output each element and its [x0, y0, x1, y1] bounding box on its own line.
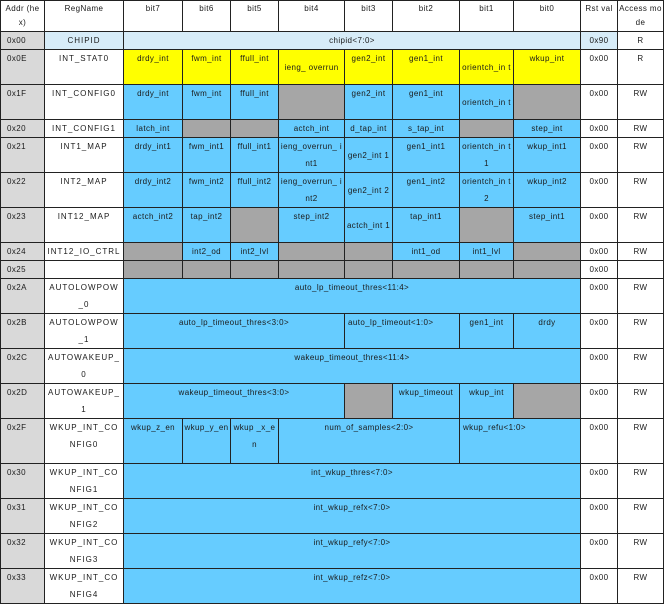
reserved-bit-cell [460, 208, 514, 243]
bit-field-bit3: gen2_int 2 [345, 173, 393, 208]
bit-field-bit2: s_tap_int [393, 120, 460, 138]
register-name: INT12_MAP [45, 208, 124, 243]
register-name: WKUP_INT_CO NFIG4 [45, 569, 124, 604]
reserved-bit-cell [345, 243, 393, 261]
register-address: 0x0E [1, 50, 45, 85]
register-name: INT_CONFIG0 [45, 85, 124, 120]
bit-field-bit7-bit0: int_wkup_refz<7:0> [124, 569, 581, 604]
bit-field-bit0: step_int [514, 120, 581, 138]
access-mode: RW [618, 243, 664, 261]
register-row [1, 261, 664, 279]
bit-field-bit3: gen2_int [345, 85, 393, 120]
register-address: 0x22 [1, 173, 45, 208]
register-row [1, 349, 664, 384]
register-name: WKUP_INT_CO NFIG3 [45, 534, 124, 569]
register-rows [1, 1, 664, 604]
register-row [1, 314, 664, 349]
bit-field-bit1: orientch_in t [460, 50, 514, 85]
register-name: CHIPID [45, 32, 124, 50]
bit-field-bit7-bit0: int_wkup_refx<7:0> [124, 499, 581, 534]
register-row [1, 279, 664, 314]
reserved-bit-cell [345, 384, 393, 419]
reserved-bit-cell [183, 120, 231, 138]
reserved-bit-cell [514, 85, 581, 120]
register-name: AUTOLOWPOW _1 [45, 314, 124, 349]
register-name: WKUP_INT_CO NFIG1 [45, 464, 124, 499]
bit-field-bit0: wkup_int [514, 50, 581, 85]
register-row [1, 499, 664, 534]
register-address: 0x2C [1, 349, 45, 384]
register-address: 0x25 [1, 261, 45, 279]
reset-value: 0x00 [581, 120, 618, 138]
register-name: INT12_IO_CTRL [45, 243, 124, 261]
register-name: AUTOWAKEUP_ 0 [45, 349, 124, 384]
reset-value: 0x00 [581, 85, 618, 120]
bit-field-bit2: gen1_int [393, 85, 460, 120]
register-address: 0x2B [1, 314, 45, 349]
reset-value: 0x00 [581, 569, 618, 604]
reserved-bit-cell [279, 261, 345, 279]
register-address: 0x31 [1, 499, 45, 534]
bit-field-bit5: ffull_int2 [231, 173, 279, 208]
register-row [1, 534, 664, 569]
bit-field-bit4: step_int2 [279, 208, 345, 243]
register-address: 0x2A [1, 279, 45, 314]
bit-field-bit7-bit0: int_wkup_thres<7:0> [124, 464, 581, 499]
bit-field-bit5: ffull_int [231, 85, 279, 120]
reserved-bit-cell [393, 261, 460, 279]
bit-field-bit1: gen1_int [460, 314, 514, 349]
bit-field-bit1: orientch_in t1 [460, 138, 514, 173]
access-mode: RW [618, 384, 664, 419]
reset-value: 0x00 [581, 279, 618, 314]
reserved-bit-cell [183, 261, 231, 279]
access-mode: RW [618, 208, 664, 243]
reserved-bit-cell [460, 120, 514, 138]
bit-field-bit2: int1_od [393, 243, 460, 261]
register-address: 0x20 [1, 120, 45, 138]
reserved-bit-cell [231, 261, 279, 279]
access-mode: RW [618, 569, 664, 604]
register-name: INT_CONFIG1 [45, 120, 124, 138]
bit-field-bit7: wkup_z_en [124, 419, 183, 464]
bit-field-bit5: ffull_int [231, 50, 279, 85]
register-address: 0x1F [1, 85, 45, 120]
bit-field-bit6: tap_int2 [183, 208, 231, 243]
reserved-bit-cell [345, 261, 393, 279]
bit-field-bit7-bit0: int_wkup_refy<7:0> [124, 534, 581, 569]
register-name: AUTOWAKEUP_ 1 [45, 384, 124, 419]
bit-field-bit7-bit0: auto_lp_timeout_thres<11:4> [124, 279, 581, 314]
bit-field-bit6: fwm_int1 [183, 138, 231, 173]
bit-field-bit7: drdy_int1 [124, 138, 183, 173]
register-name: AUTOLOWPOW _0 [45, 279, 124, 314]
reset-value: 0x90 [581, 32, 618, 50]
register-row [1, 32, 664, 50]
bit-field-bit7: actch_int2 [124, 208, 183, 243]
reset-value: 0x00 [581, 464, 618, 499]
register-row [1, 120, 664, 138]
bit2-header: bit2 [393, 1, 460, 32]
bit-field-bit4: ieng_overrun_ int2 [279, 173, 345, 208]
bit-field-bit6: fwm_int [183, 50, 231, 85]
bit-field-bit1: wkup_int [460, 384, 514, 419]
bit-field-bit3: gen2_int [345, 50, 393, 85]
bit-field-bit2: tap_int1 [393, 208, 460, 243]
register-row [1, 464, 664, 499]
addr-header: Addr (hex) [1, 1, 45, 32]
reset-value: 0x00 [581, 208, 618, 243]
bit-field-bit7-bit4: wakeup_timeout_thres<3:0> [124, 384, 345, 419]
bit-field-bit7: drdy_int [124, 50, 183, 85]
access-mode: RW [618, 464, 664, 499]
rst-val-header: Rst val [581, 1, 618, 32]
access-mode [618, 261, 664, 279]
bit1-header: bit1 [460, 1, 514, 32]
bit-field-bit1: orientch_in t [460, 85, 514, 120]
reserved-bit-cell [279, 243, 345, 261]
register-name: INT1_MAP [45, 138, 124, 173]
bit-field-bit0: wkup_int1 [514, 138, 581, 173]
reserved-bit-cell [514, 261, 581, 279]
reserved-bit-cell [124, 261, 183, 279]
bit-field-bit4-bit2: num_of_samples<2:0> [279, 419, 460, 464]
bit-field-bit1-bit0: wkup_refu<1:0> [460, 419, 581, 464]
bit-field-bit4: ieng_ overrun [279, 50, 345, 85]
access-mode: R [618, 32, 664, 50]
register-name: WKUP_INT_CO NFIG2 [45, 499, 124, 534]
reset-value: 0x00 [581, 499, 618, 534]
bit-field-bit0: drdy [514, 314, 581, 349]
access-mode: RW [618, 279, 664, 314]
reset-value: 0x00 [581, 50, 618, 85]
bit-field-bit6: fwm_int [183, 85, 231, 120]
register-row [1, 419, 664, 464]
bit-field-bit7: latch_int [124, 120, 183, 138]
bit-field-bit2: gen1_int [393, 50, 460, 85]
bit-field-bit2: gen1_int2 [393, 173, 460, 208]
bit-field-bit7-bit0: chipid<7:0> [124, 32, 581, 50]
register-name: INT2_MAP [45, 173, 124, 208]
register-row [1, 50, 664, 85]
bit-field-bit3: d_tap_int [345, 120, 393, 138]
bit-field-bit6: wkup_y_en [183, 419, 231, 464]
bit3-header: bit3 [345, 1, 393, 32]
register-address: 0x21 [1, 138, 45, 173]
register-row [1, 85, 664, 120]
access-mode-header: Access mode [618, 1, 664, 32]
reset-value: 0x00 [581, 173, 618, 208]
bit-field-bit0: wkup_int2 [514, 173, 581, 208]
bit-field-bit4: ieng_overrun_ int1 [279, 138, 345, 173]
register-row [1, 208, 664, 243]
bit-field-bit0: step_int1 [514, 208, 581, 243]
bit-field-bit6: fwm_int2 [183, 173, 231, 208]
bit7-header: bit7 [124, 1, 183, 32]
reset-value: 0x00 [581, 138, 618, 173]
bit-field-bit3: actch_int 1 [345, 208, 393, 243]
bit-field-bit7-bit0: wakeup_timeout_thres<11:4> [124, 349, 581, 384]
bit-field-bit5: wkup _x_e n [231, 419, 279, 464]
bit-field-bit6: int2_od [183, 243, 231, 261]
bit-field-bit1: int1_lvl [460, 243, 514, 261]
access-mode: RW [618, 499, 664, 534]
reserved-bit-cell [124, 243, 183, 261]
bit-field-bit3-bit2: auto_lp_timeout<1:0> [345, 314, 460, 349]
bit5-header: bit5 [231, 1, 279, 32]
reset-value: 0x00 [581, 419, 618, 464]
bit-field-bit2: wkup_timeout [393, 384, 460, 419]
access-mode: RW [618, 314, 664, 349]
register-name: WKUP_INT_CO NFIG0 [45, 419, 124, 464]
bit-field-bit7: drdy_int [124, 85, 183, 120]
access-mode: RW [618, 419, 664, 464]
register-row [1, 569, 664, 604]
reserved-bit-cell [231, 208, 279, 243]
bit-field-bit2: gen1_int1 [393, 138, 460, 173]
access-mode: R [618, 50, 664, 85]
register-row [1, 173, 664, 208]
reset-value: 0x00 [581, 261, 618, 279]
register-address: 0x24 [1, 243, 45, 261]
access-mode: RW [618, 138, 664, 173]
reset-value: 0x00 [581, 243, 618, 261]
reserved-bit-cell [460, 261, 514, 279]
register-name: INT_STAT0 [45, 50, 124, 85]
bit-field-bit1: orientch_in t2 [460, 173, 514, 208]
register-address: 0x00 [1, 32, 45, 50]
bit-field-bit5: int2_lvl [231, 243, 279, 261]
register-address: 0x33 [1, 569, 45, 604]
bit-field-bit5: ffull_int1 [231, 138, 279, 173]
register-address: 0x23 [1, 208, 45, 243]
reserved-bit-cell [514, 384, 581, 419]
reserved-bit-cell [514, 243, 581, 261]
bit-field-bit3: gen2_int 1 [345, 138, 393, 173]
bit4-header: bit4 [279, 1, 345, 32]
access-mode: RW [618, 173, 664, 208]
access-mode: RW [618, 534, 664, 569]
bit-field-bit4: actch_int [279, 120, 345, 138]
reserved-bit-cell [279, 85, 345, 120]
reset-value: 0x00 [581, 314, 618, 349]
bit6-header: bit6 [183, 1, 231, 32]
register-address: 0x32 [1, 534, 45, 569]
regname-header: RegName [45, 1, 124, 32]
bit-field-bit7: drdy_int2 [124, 173, 183, 208]
register-row [1, 138, 664, 173]
reserved-bit-cell [231, 120, 279, 138]
register-name [45, 261, 124, 279]
access-mode: RW [618, 349, 664, 384]
header-row [1, 1, 664, 32]
reset-value: 0x00 [581, 534, 618, 569]
register-address: 0x2D [1, 384, 45, 419]
access-mode: RW [618, 120, 664, 138]
register-address: 0x30 [1, 464, 45, 499]
register-row [1, 243, 664, 261]
reset-value: 0x00 [581, 384, 618, 419]
register-address: 0x2F [1, 419, 45, 464]
reset-value: 0x00 [581, 349, 618, 384]
bit-field-bit7-bit4: auto_lp_timeout_thres<3:0> [124, 314, 345, 349]
register-row [1, 384, 664, 419]
bit0-header: bit0 [514, 1, 581, 32]
access-mode: RW [618, 85, 664, 120]
